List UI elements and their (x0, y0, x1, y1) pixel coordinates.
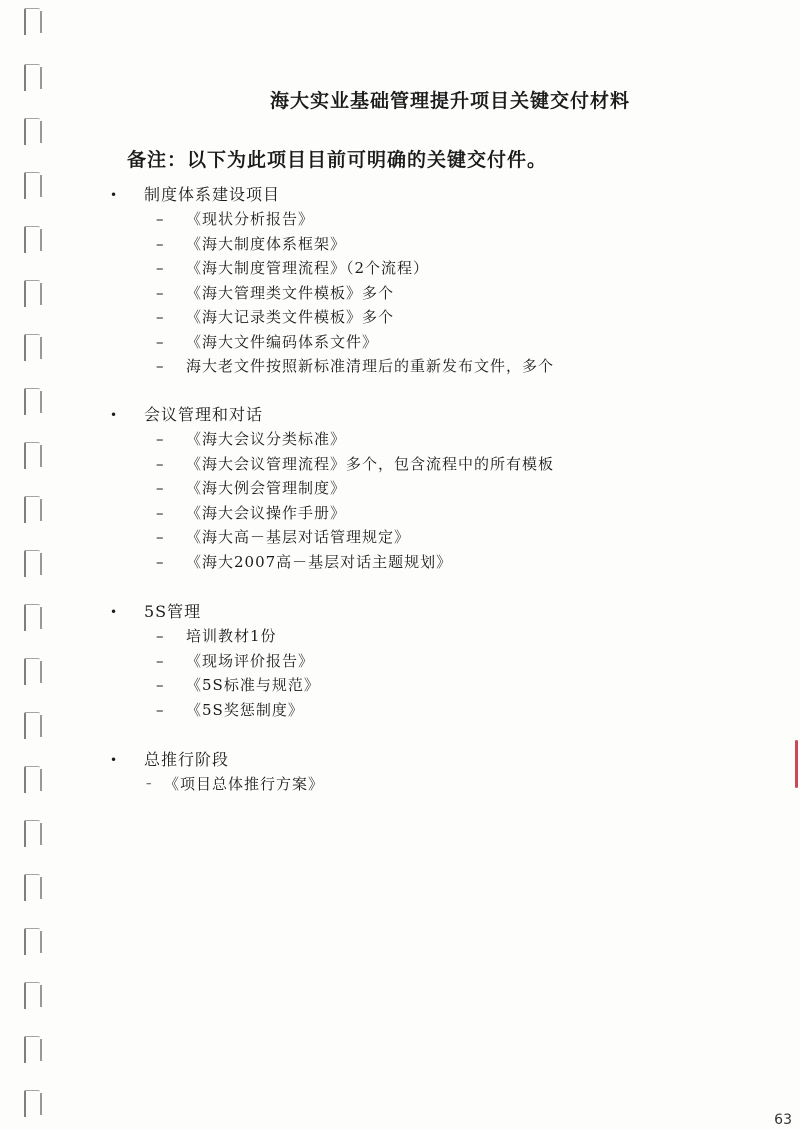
dash-icon: – (156, 332, 164, 351)
item-text: 《现场评价报告》 (186, 651, 315, 670)
dash-icon: – (156, 479, 164, 498)
dash-icon: – (156, 283, 164, 302)
dash-icon: – (156, 259, 164, 278)
section-meeting-management (110, 403, 710, 574)
binding-holes (18, 0, 48, 1130)
list-item (110, 624, 710, 649)
binding-hole (24, 496, 40, 523)
binding-hole (24, 442, 40, 469)
binding-hole (24, 874, 40, 901)
dash-icon: – (156, 651, 164, 670)
binding-hole (24, 8, 40, 35)
item-text: 《海大高－基层对话管理规定》 (186, 528, 411, 547)
item-text: 《海大记录类文件模板》多个 (186, 308, 395, 327)
section-5s-management (110, 600, 710, 722)
list-item (110, 550, 710, 575)
note-text: 备注：以下为此项目目前可明确的关键交付件。 (127, 149, 548, 171)
list-item (110, 232, 710, 257)
section-overall-rollout (110, 748, 710, 797)
item-list (110, 207, 710, 379)
binding-hole (24, 280, 40, 307)
item-text: 《5S标准与规范》 (186, 676, 320, 695)
binding-hole (24, 604, 40, 631)
item-text: 《现状分析报告》 (186, 210, 315, 229)
section-title: 制度体系建设项目 (144, 185, 281, 204)
item-text: 海大老文件按照新标准清理后的重新发布文件，多个 (186, 357, 555, 376)
dash-icon: – (156, 528, 164, 547)
item-text: 《海大例会管理制度》 (186, 479, 347, 498)
red-edge-mark (795, 740, 798, 788)
binding-hole (24, 982, 40, 1009)
dash-icon: – (156, 454, 164, 473)
binding-hole (24, 658, 40, 685)
bullet-icon: • (110, 605, 118, 619)
binding-hole (24, 712, 40, 739)
list-item (110, 698, 710, 723)
section-institution-system (110, 183, 710, 379)
list-item (110, 452, 710, 477)
section-header (110, 748, 710, 772)
document-title: 海大实业基础管理提升项目关键交付材料 (269, 90, 630, 112)
dash-icon: – (146, 777, 152, 791)
list-item (110, 772, 710, 797)
binding-hole (24, 226, 40, 253)
binding-hole (24, 172, 40, 199)
list-item (110, 501, 710, 526)
section-header (110, 600, 710, 624)
item-list (110, 772, 710, 797)
binding-hole (24, 820, 40, 847)
item-text: 《5S奖惩制度》 (186, 700, 304, 719)
section-header (110, 183, 710, 207)
dash-icon: – (156, 676, 164, 695)
dash-icon: – (156, 430, 164, 449)
list-item (110, 476, 710, 501)
list-item (110, 673, 710, 698)
binding-hole (24, 550, 40, 577)
binding-hole (24, 928, 40, 955)
dash-icon: – (156, 234, 164, 253)
list-item (110, 256, 710, 281)
item-text: 《海大会议管理流程》多个，包含流程中的所有模板 (186, 454, 555, 473)
list-item (110, 354, 710, 379)
list-item (110, 649, 710, 674)
bullet-icon: • (110, 753, 118, 767)
list-item (110, 427, 710, 452)
dash-icon: – (156, 308, 164, 327)
item-text: 培训教材1份 (186, 627, 277, 646)
item-text: 《海大会议分类标准》 (186, 430, 347, 449)
item-text: 《海大会议操作手册》 (186, 503, 347, 522)
page-number: 63 (774, 1112, 792, 1128)
binding-hole (24, 334, 40, 361)
section-title: 5S管理 (144, 602, 202, 621)
binding-hole (24, 118, 40, 145)
dash-icon: – (156, 627, 164, 646)
list-item (110, 305, 710, 330)
binding-hole (24, 1036, 40, 1063)
list-item (110, 330, 710, 355)
item-text: 《海大2007高－基层对话主题规划》 (186, 552, 453, 571)
bullet-icon: • (110, 408, 118, 422)
binding-hole (24, 1090, 40, 1117)
item-text: 《海大管理类文件模板》多个 (186, 283, 395, 302)
binding-hole (24, 766, 40, 793)
item-text: 《项目总体推行方案》 (164, 775, 325, 794)
item-text: 《海大文件编码体系文件》 (186, 332, 379, 351)
item-text: 《海大制度管理流程》（2个流程） (186, 259, 430, 278)
item-list (110, 624, 710, 722)
dash-icon: – (156, 700, 164, 719)
list-item (110, 207, 710, 232)
dash-icon: – (156, 552, 164, 571)
dash-icon: – (156, 210, 164, 229)
item-list (110, 427, 710, 574)
section-title: 会议管理和对话 (144, 405, 264, 424)
section-header (110, 403, 710, 427)
item-text: 《海大制度体系框架》 (186, 234, 347, 253)
list-item (110, 525, 710, 550)
dash-icon: – (156, 503, 164, 522)
section-title: 总推行阶段 (144, 750, 230, 769)
bullet-icon: • (110, 188, 118, 202)
list-item (110, 281, 710, 306)
binding-hole (24, 388, 40, 415)
dash-icon: – (156, 357, 164, 376)
